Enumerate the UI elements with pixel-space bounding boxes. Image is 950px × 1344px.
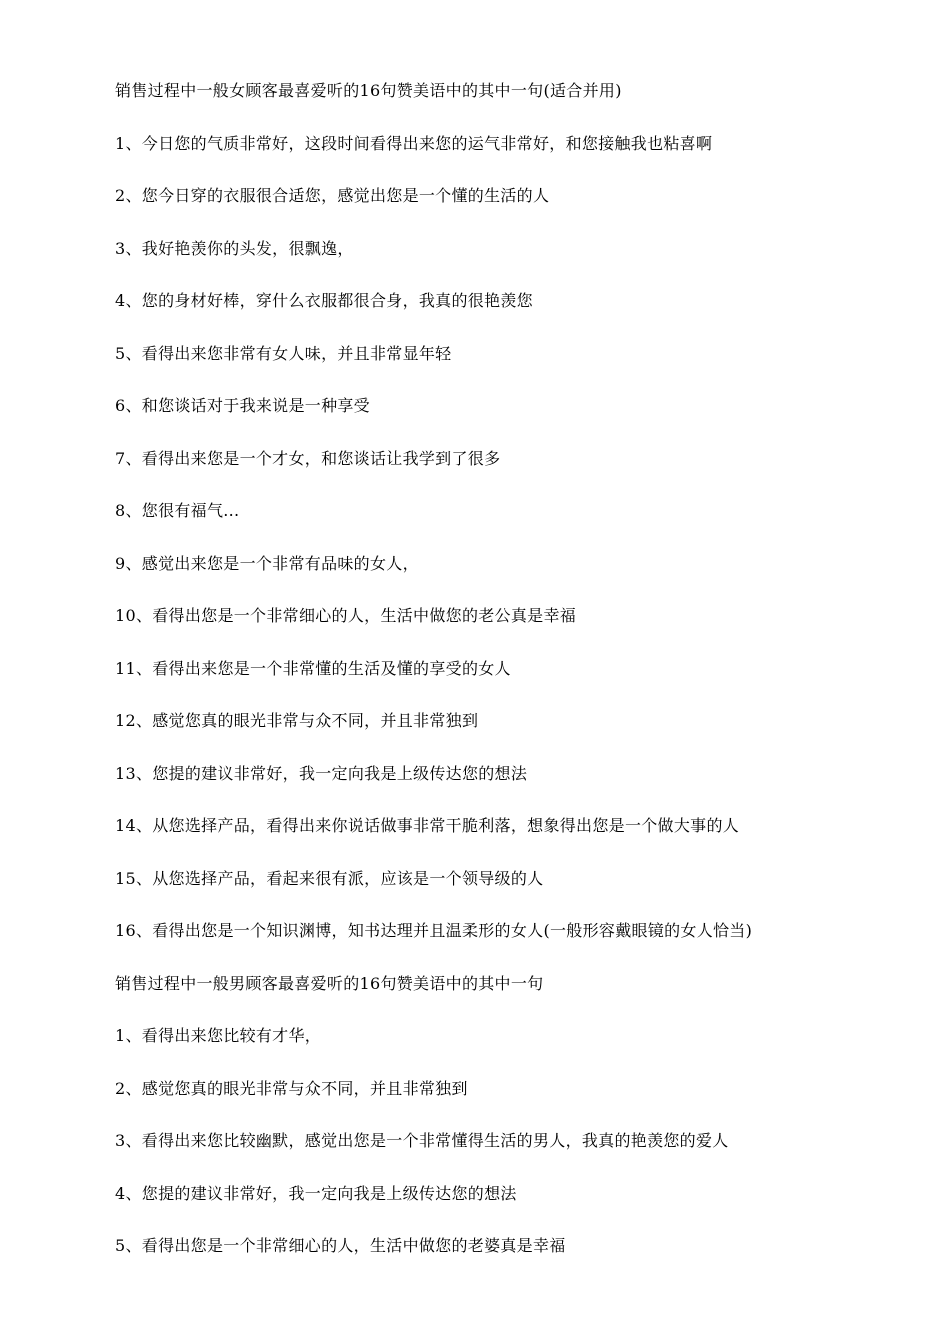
female-item-16: 16、看得出您是一个知识渊博，知书达理并且温柔形的女人(一般形容戴眼镜的女人恰当) [115, 921, 753, 940]
male-section-heading: 销售过程中一般男顾客最喜爱听的16句赞美语中的其中一句 [115, 973, 544, 993]
male-item-3: 3、看得出来您比较幽默，感觉出您是一个非常懂得生活的男人，我真的艳羡您的爱人 [115, 1131, 729, 1150]
male-item-4: 4、您提的建议非常好，我一定向我是上级传达您的想法 [115, 1183, 517, 1203]
male-item-2: 2、感觉您真的眼光非常与众不同，并且非常独到 [115, 1078, 468, 1098]
female-item-4: 4、您的身材好棒，穿什么衣服都很合身，我真的很艳羡您 [115, 291, 533, 310]
female-item-14: 14、从您选择产品，看得出来你说话做事非常干脆利落，想象得出您是一个做大事的人 [115, 816, 740, 835]
male-item-1: 1、看得出来您比较有才华， [115, 1026, 322, 1045]
female-item-13: 13、您提的建议非常好，我一定向我是上级传达您的想法 [115, 763, 528, 783]
female-item-3: 3、我好艳羡你的头发，很飘逸， [115, 238, 354, 258]
female-item-12: 12、感觉您真的眼光非常与众不同，并且非常独到 [115, 711, 479, 730]
male-item-5: 5、看得出您是一个非常细心的人，生活中做您的老婆真是幸福 [115, 1236, 566, 1255]
female-item-11: 11、看得出来您是一个非常懂的生活及懂的享受的女人 [115, 658, 511, 678]
female-item-10: 10、看得出您是一个非常细心的人，生活中做您的老公真是幸福 [115, 606, 577, 625]
female-item-15: 15、从您选择产品，看起来很有派，应该是一个领导级的人 [115, 868, 544, 888]
female-item-1: 1、今日您的气质非常好，这段时间看得出来您的运气非常好，和您接触我也粘喜啊 [115, 133, 713, 153]
female-item-7: 7、看得出来您是一个才女，和您谈话让我学到了很多 [115, 448, 501, 468]
female-item-6: 6、和您谈话对于我来说是一种享受 [115, 396, 370, 415]
female-item-5: 5、看得出来您非常有女人味，并且非常显年轻 [115, 343, 452, 363]
document-page [115, 78, 915, 1286]
female-section-heading: 销售过程中一般女顾客最喜爱听的16句赞美语中的其中一句(适合并用) [115, 81, 622, 100]
female-item-9: 9、感觉出来您是一个非常有品味的女人， [115, 553, 419, 573]
female-item-2: 2、您今日穿的衣服很合适您，感觉出您是一个懂的生活的人 [115, 186, 550, 205]
female-item-8: 8、您很有福气... [115, 501, 240, 520]
